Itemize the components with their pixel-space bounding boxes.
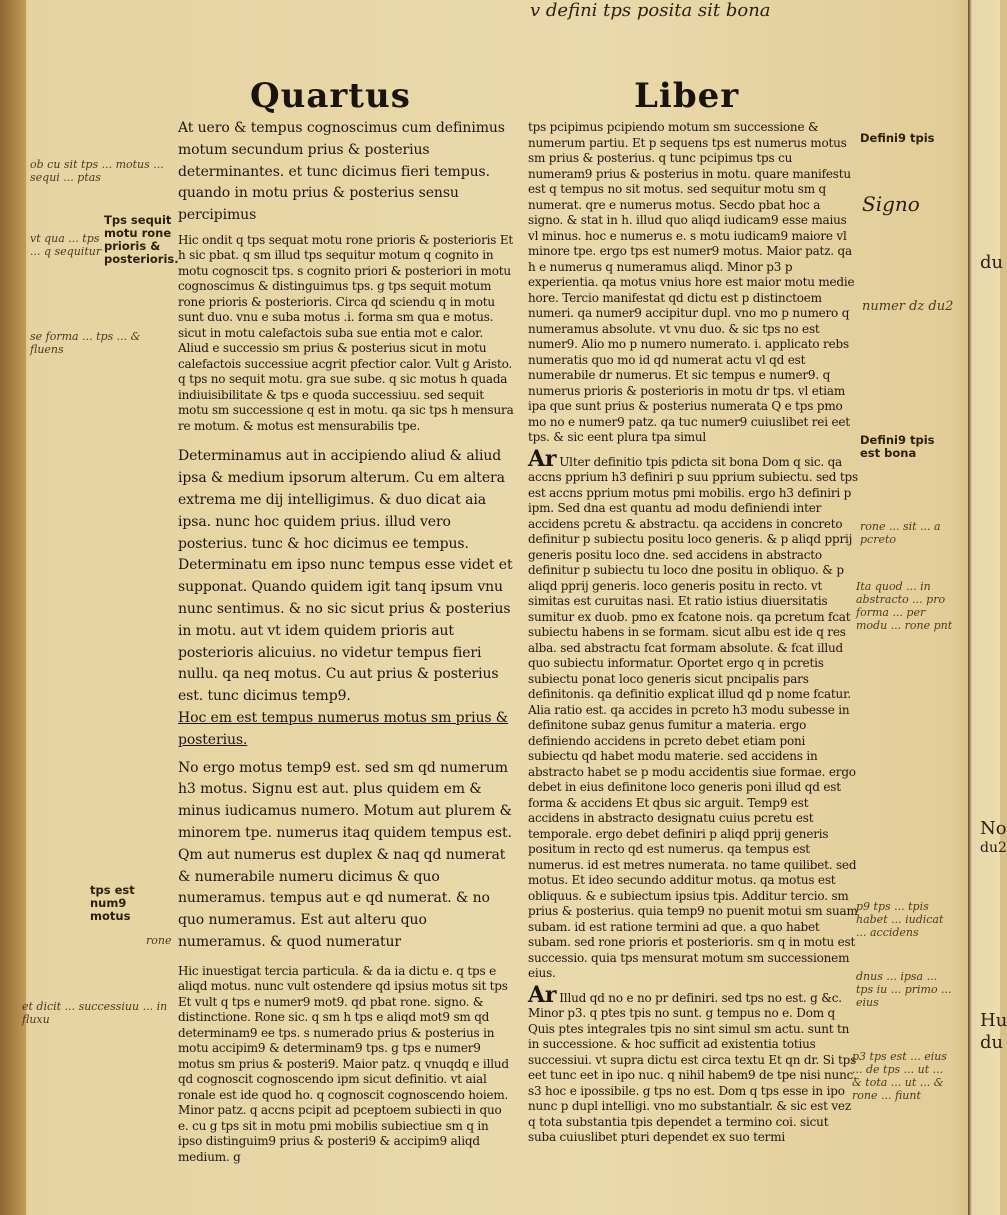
handwritten-note: dnus ... ipsa ... tps iu ... primo ... eius [856,970,952,1009]
handwritten-note: rone [146,934,172,947]
handwritten-note: numer dz du2 [862,299,954,314]
running-head-left: Quartus [250,76,411,116]
top-handwritten-note: v defini tps posita sit bona [530,0,771,21]
text-paragraph: Determinamus aut in accipiendo aliud & aliud ipsa & medium ipsorum alterum. Cu em altera extrema me dij intelligimus. & duo dicat aia ipsa. nunc hoc quidem prius. illud vero posterius. tunc & hoc dicimus ee tempus. Determinatu em ipso nunc tempus esse videt et supponat. Quando quidem igit tanq ipsum vnu nunc sentimus. & no sic sicut prius & posterius in motu. aut vt idem quidem prioris aut posterioris alicuius. no videtur tempus fieri nullu. qa neq motus. Cu aut prius & posterius est. tunc dicimus temp9. [178,448,513,705]
left-column [178,118,514,1171]
margin-note: Tps sequit motu rone prioris & posterioris. [104,213,179,266]
handwritten-note: p3 tps est ... eius ... de tps ... ut ... & tota ... ut ... & rone ... fiunt [852,1050,947,1102]
handwritten-note: se forma ... tps ... & fluens [30,330,141,356]
initial-letter: Ar [528,445,557,472]
binding-gutter [0,0,26,1215]
facing-page-edge [968,0,1007,1215]
text-paragraph: At uero & tempus cognoscimus cum definimus motum secundum prius & posterius determinantes. et tunc dicimus fieri tempus. quando in motu prius & posterius sensu percipimus [178,120,505,224]
edge-fragment: du [980,1032,1004,1053]
handwritten-note: Signo [862,192,920,216]
text-paragraph: tps pcipimus pcipiendo motum sm successione & numerum partiu. Et p sequens tps est numerus motus sm prius & posterius. q tunc pcipimus tps cu numeram9 prius & posterius in motu. quare manifestu est q tempus no sit motus. sed sequitur motu sm q numerat. qre e numerus motus. Secdo pbat hoc a signo. & stat in h. illud quo aliqd iudicam9 esse maius vl minus. hoc e numerus e. s motu iudicam9 maiore vl minore tpe. ergo tps est numer9 motus. Maior patz. qa h e numerus q numeramus aliqd. Minor p3 p experientia. qa motus vnius hore est maior motu medie hore. Tercio manifestat qd dictu est p distinctoem numeri. qa numer9 accipitur dupl. vno mo p numero q numeramus absolute. vt vnu duo. & sic tps no est numer9. Alio mo p numero numerato. i. applicato rebs numeratis quo mo id qd numerat actu vl qd est numerabile dr numerus. Et sic tempus e numer9. q numerus prioris & posterioris in motu dr tps. vl etiam ipa que sunt prius & posterius numerata Q e tps pmo mo no e numer9 patz. qa tuc numer9 cuiuslibet rei eet tps. & sic eent plura tpa simul [528,120,855,444]
margin-note: tps est num9 motus [90,883,135,923]
handwritten-note: Ita quod ... in abstracto ... pro forma ... per modu ... rone pnt [856,580,953,632]
commentary-paragraph: Hic ondit q tps sequat motu rone prioris & posterioris Et h sic pbat. q sm illud tps sequitur motum q cognito in motu cognoscit tps. s cognito priori & posteriori in motu cognoscimus & distinguimus tps. g tps sequit motum rone prioris & posterioris. Circa qd sciendu q in motu sunt duo. vnu e suba motus .i. forma sm qua e motus. sicut in motu calefactois suba sue entia mot e calor. Aliud e successio sm prius & posterius sicut in motu calefactois successiue acgrit pfectior calor. Vult g Aristo. q tps no sequit motu. gra sue sube. q sic motus h quada indiuisibilitate & tps e quoda successiuu. sed sequit motu sm successione q est in motu. qa sic tps h mensura re motum. & motus est mensurabilis tpe. [178,232,514,433]
edge-fragment: No [980,818,1007,839]
initial-letter: Ar [528,981,557,1008]
text-paragraph: No ergo motus temp9 est. sed sm qd numerum h3 motus. Signu est aut. plus quidem em & minus iudicamus numero. Motum aut plurem & minorem tpe. numerus itaq quidem tempus est. Qm aut numerus est duplex & naq qd numerat & numerabile numeru dicimus & quo numeramus. tempus aut e qd numerat. & no quo numeramus. Est aut alteru quo numeramus. & quod numeratur [178,759,512,951]
edge-fragment: du2 [980,840,1007,856]
running-head-right: Liber [634,76,740,116]
handwritten-note: vt qua ... tps ... q sequitur [30,232,102,258]
commentary-paragraph: Hic inuestigat tercia particula. & da ia dictu e. q tps e aliqd motus. nunc vult ostendere qd ipsius motus sit tps Et vult q tps e numer9 mot9. qd pbat rone. signo. & distinctione. Rone sic. q sm h tps e aliqd mot9 sm qd determinam9 ee tps. s numerado prius & posterius in motu accipim9 & determinam9 tps. g tps e numer9 motus sm prius & posteri9. Maior patz. q vnuqdq e illud qd cognoscit cognoscendo ipm sicut definitio. vt aial ronale est ide quod ho. q cognoscit cognoscendo hoiem. Minor patz. q accns pcipit ad pceptoem subiecti in quo e. cu g tps sit in motu pmi mobilis subiectiue sm q in ipso distinguim9 prius & posteri9 & accipim9 aliqd medium. g [178,963,509,1164]
right-column [528,120,858,1152]
edge-fragment: Hu [980,1010,1007,1031]
margin-note: Defini9 tpis [860,131,935,145]
handwritten-note: ob cu sit tps ... motus ... sequi ... ptas [30,158,164,184]
handwritten-note: rone ... sit ... a pcreto [860,520,941,546]
handwritten-note: et dicit ... successiuu ... in fluxu [22,1000,168,1026]
text-underlined: Hoc em est tempus numerus motus sm prius & posterius. [178,710,509,748]
question-paragraph: Ar Illud qd no e no pr definiri. sed tps no est. g &c. Minor p3. q ptes tpis no sunt. g tempus no e. Dom q Quis ptes integrales tpis no sint simul sm actu. sunt tn in successione. & hoc sufficit ad existentia totius successiui. vt supra dictu est circa textu Et qn dr. Si tps eet tunc eet in ipo nuc. q nihil habem9 de tpe nisi nunc. s3 hoc e ipossibile. g tps no est. Dom q tps esse in ipo nunc p dupl intelligi. vno mo substantialr. & sic est vez q tota substantia tpis dependet a termino coi. sicut suba cuiuslibet pturi dependet ex suo termi [528,981,857,1144]
question-paragraph: Ar Ulter definitio tpis pdicta sit bona Dom q sic. qa accns pprium h3 definiri p suu pprium subiectu. sed tps est accns pprium motus pmi mobilis. ergo h3 definiri p ipm. Sed dna est quantu ad modu definiendi inter accidens pcretu & abstractu. qa accidens in concreto definitur p subiectu positu loco generis. & p aliqd pprij generis positu loco dne. sed accidens in abstracto definitur p subiectu tu loco dne positu in obliquo. & p aliqd pprij generis. loco generis positu in recto. vt simitas est curuitas nasi. Et ratio istius diuersitatis sumitur ex duob. pmo ex fcatone nois. qa pcretum fcat subiectu habens in se formam. sicut albu est ide q res alba. sed abstractu fcat formam absolute. & fcat illud quo subiectu informatur. Oportet ergo q in pcretis subiectu ponat loco generis sicut pncipalis pars definitonis. qa definitio explicat illud qd p nome fcatur. Alia ratio est. qa accides in pcreto h3 modu subesse in definitone subaz genus fumitur a materia. ergo definiendo accidens in pcreto debet etiam poni subiectu qd habet modu materie. sed accidens in abstracto habet se p modu accidentis siue formae. ergo debet in eius definitone loco generis poni illud qd est forma & accidens Et qbus sic arguit. Temp9 est accidens in abstracto designatu cuius pcretu est temporale. ergo debet definiri p aliqd pprij generis positum in recto qd est numerus. qa tempus est numerus. id est metres numerata. no tame quilibet. sed motus. Et ideo secundo additur motus. qa motus est obliquus. & e subiectum ipsius tpis. Additur tercio. sm prius & posterius. quia temp9 no puenit motui sm suam subam. id est ratione termini ad que. a quo habet subam. sed rone prioris et posterioris. sm q in motu est successio. quia tps mensurat motum sm successionem eius. [528,445,858,980]
margin-note: Defini9 tpis est bona [860,433,935,460]
edge-fragment: du [980,252,1004,273]
handwritten-note: p9 tps ... tpis habet ... iudicat ... accidens [856,900,944,939]
